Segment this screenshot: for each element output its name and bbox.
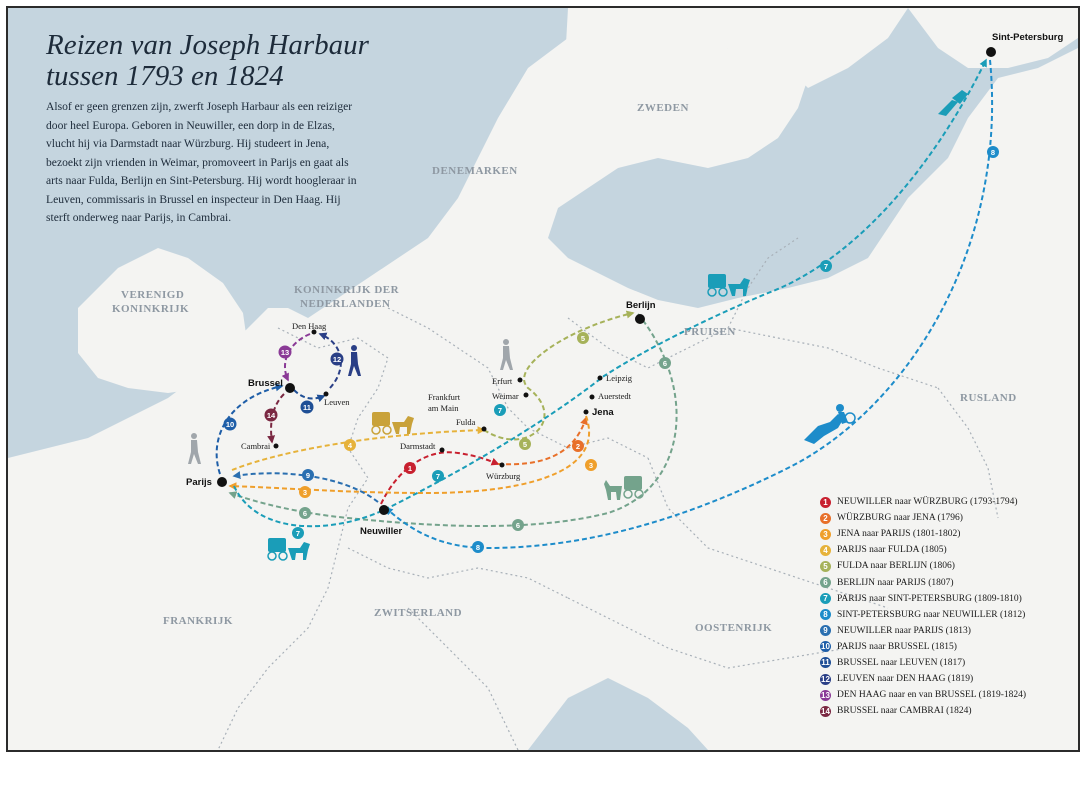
svg-text:4: 4 [347, 441, 353, 450]
country-vk-2: KONINKRIJK [112, 303, 190, 315]
city-label-parijs: Parijs [186, 477, 212, 488]
city-dot-neuwiller [379, 505, 389, 515]
horse-carriage-icon [604, 476, 643, 500]
city-label-frankfurt-1: Frankfurt [428, 392, 461, 402]
horse-carriage-icon [372, 412, 414, 434]
legend-item [820, 591, 1080, 607]
badge-8a [987, 146, 999, 158]
legend-badge: 12 [821, 674, 830, 684]
legend-label: DEN HAAG naar en van BRUSSEL (1819-1824) [837, 690, 1027, 701]
legend-label: BRUSSEL naar CAMBRAI (1824) [837, 706, 972, 717]
svg-text:12: 12 [332, 355, 342, 364]
country-pruisen: PRUISEN [684, 326, 736, 338]
legend-badge: 10 [821, 642, 830, 652]
city-label-leipzig: Leipzig [606, 373, 632, 383]
city-label-jena: Jena [592, 407, 614, 418]
badge-12 [331, 353, 344, 366]
city-dot-parijs [217, 477, 227, 487]
svg-text:2: 2 [575, 442, 581, 451]
city-dot-weimar [524, 393, 529, 398]
legend-item [820, 510, 1080, 526]
country-rusland: RUSLAND [960, 392, 1017, 404]
legend-item [820, 703, 1080, 719]
legend-badge: 9 [820, 625, 831, 636]
city-label-berlijn: Berlijn [626, 300, 656, 311]
city-label-brussel: Brussel [248, 378, 283, 389]
city-label-frankfurt-2: am Main [428, 403, 459, 413]
city-label-darmstadt: Darmstadt [400, 441, 436, 451]
badge-7b [432, 470, 444, 482]
legend-item [820, 526, 1080, 542]
badge-7d [820, 260, 832, 272]
badge-14 [265, 409, 278, 422]
city-dot-sint-petersburg [986, 47, 996, 57]
badge-3a [585, 459, 597, 471]
svg-text:10: 10 [225, 420, 235, 429]
city-label-weimar: Weimar [492, 391, 519, 401]
scandinavia [563, 8, 728, 178]
city-dot-leipzig [598, 376, 603, 381]
city-label-fulda: Fulda [456, 417, 476, 427]
badge-7a [292, 527, 304, 539]
legend-badge: 8 [820, 609, 831, 620]
legend-item [820, 639, 1080, 655]
legend-label: PARIJS naar SINT-PETERSBURG (1809-1810) [837, 593, 1022, 604]
badge-7c [494, 404, 506, 416]
legend-badge: 11 [821, 658, 830, 668]
svg-text:7: 7 [435, 472, 441, 481]
svg-text:13: 13 [280, 348, 290, 357]
rider-icon [804, 404, 855, 444]
svg-text:11: 11 [303, 403, 311, 412]
badge-6b [512, 519, 524, 531]
svg-text:7: 7 [497, 406, 503, 415]
title-line-2: tussen 1793 en 1824 [46, 60, 284, 92]
legend-badge: 3 [820, 529, 831, 540]
city-dot-jena [584, 410, 589, 415]
badge-13 [279, 346, 292, 359]
city-dot-leuven [324, 392, 329, 397]
city-dot-berlijn [635, 314, 645, 324]
legend-badge: 14 [821, 706, 830, 716]
svg-text:1: 1 [407, 464, 413, 473]
legend-label: BERLIJN naar PARIJS (1807) [837, 577, 954, 588]
legend-badge: 13 [821, 690, 830, 700]
legend-label: PARIJS naar FULDA (1805) [837, 545, 947, 556]
svg-text:5: 5 [522, 440, 528, 449]
legend-badge: 7 [820, 593, 831, 604]
intro-text: Alsof er geen grenzen zijn, zwerft Joseph Harbaur als een reiziger door heel Europa. Geboren in Neuwiller, een dorp in de Elzas, vlucht hij via Darmstadt naar Würzburg. Hij studeert in Jena, bezoekt zijn vrienden in Weimar, promoveert in Parijs en gaat als arts naar Fulda, Berlijn en Sint-Petersburg. Hij wordt hoogleraar in Leuven, commissaris in Brussel en inspecteur in Den Haag. Hij sterft onderweg naar Parijs, in Cambrai. [46, 100, 357, 224]
walking-man-icon [348, 345, 361, 376]
svg-text:3: 3 [588, 461, 594, 470]
badge-11 [301, 401, 314, 414]
badge-6c [299, 507, 311, 519]
country-nl-1: KONINKRIJK DER [294, 284, 400, 296]
walking-man-icon [500, 339, 513, 370]
route-10 [217, 386, 282, 474]
badge-8b [472, 541, 484, 553]
city-dot-erfurt [518, 378, 523, 383]
country-oostenrijk: OOSTENRIJK [695, 622, 773, 634]
svg-text:7: 7 [823, 262, 829, 271]
legend-label: NEUWILLER naar PARIJS (1813) [837, 625, 971, 636]
badge-6a [659, 357, 671, 369]
svg-text:3: 3 [302, 488, 308, 497]
route-11 [294, 390, 324, 398]
badge-1 [404, 462, 416, 474]
city-label-erfurt: Erfurt [492, 376, 513, 386]
svg-text:6: 6 [515, 521, 521, 530]
svg-text:14: 14 [266, 411, 276, 420]
badge-3b [299, 486, 311, 498]
route-legend [820, 494, 1080, 719]
country-nl-2: NEDERLANDEN [300, 298, 391, 310]
city-label-den-haag: Den Haag [292, 321, 327, 331]
legend-item [820, 607, 1080, 623]
legend-label: FULDA naar BERLIJN (1806) [837, 561, 955, 572]
legend-label: SINT-PETERSBURG naar NEUWILLER (1812) [837, 609, 1026, 620]
city-dot-brussel [285, 383, 295, 393]
city-label-sint-petersburg: Sint-Petersburg [992, 32, 1064, 43]
legend-label: BRUSSEL naar LEUVEN (1817) [837, 657, 966, 668]
badge-5b [577, 332, 589, 344]
city-dot-auerstedt [590, 395, 595, 400]
legend-item [820, 542, 1080, 558]
walking-man-icon [188, 433, 201, 464]
svg-text:8: 8 [990, 148, 996, 157]
legend-item [820, 494, 1080, 510]
city-label-wurzburg: Würzburg [486, 471, 521, 481]
svg-text:6: 6 [662, 359, 668, 368]
legend-badge: 1 [820, 497, 831, 508]
svg-text:9: 9 [305, 471, 311, 480]
denmark-land [478, 138, 538, 238]
country-vk-1: VERENIGD [121, 289, 185, 301]
city-dot-wurzburg [500, 463, 505, 468]
city-dot-darmstadt [440, 448, 445, 453]
badge-4 [344, 439, 356, 451]
legend-item [820, 558, 1080, 574]
map-title [46, 30, 386, 92]
country-frankrijk: FRANKRIJK [163, 615, 233, 627]
city-label-neuwiller: Neuwiller [360, 526, 403, 537]
horse-carriage-icon [268, 538, 310, 560]
map-frame [6, 6, 1080, 752]
city-label-auerstedt: Auerstedt [598, 391, 632, 401]
legend-item [820, 655, 1080, 671]
legend-label: PARIJS naar BRUSSEL (1815) [837, 641, 957, 652]
legend-item [820, 671, 1080, 687]
title-line-1: Reizen van Joseph Harbaur [46, 29, 369, 61]
city-dot-fulda [482, 427, 487, 432]
country-zweden: ZWEDEN [637, 102, 689, 114]
mediterranean-sea [528, 678, 708, 750]
legend-badge: 4 [820, 545, 831, 556]
legend-label: WÜRZBURG naar JENA (1796) [837, 513, 963, 524]
legend-badge: 6 [820, 577, 831, 588]
legend-label: JENA naar PARIJS (1801-1802) [837, 529, 961, 540]
badge-10 [224, 418, 237, 431]
city-label-cambrai: Cambrai [241, 441, 271, 451]
country-zwitserland: ZWITSERLAND [374, 607, 463, 619]
legend-item [820, 574, 1080, 590]
legend-item [820, 623, 1080, 639]
svg-text:8: 8 [475, 543, 481, 552]
svg-text:5: 5 [580, 334, 586, 343]
badge-2 [572, 440, 584, 452]
badge-9 [302, 469, 314, 481]
legend-badge: 2 [820, 513, 831, 524]
legend-badge: 5 [820, 561, 831, 572]
svg-text:6: 6 [302, 509, 308, 518]
city-label-leuven: Leuven [324, 397, 350, 407]
legend-item [820, 687, 1080, 703]
country-denemarken: DENEMARKEN [432, 165, 518, 177]
svg-text:7: 7 [295, 529, 301, 538]
city-dot-cambrai [274, 444, 279, 449]
legend-label: NEUWILLER naar WÜRZBURG (1793-1794) [837, 497, 1018, 508]
badge-5a [519, 438, 531, 450]
legend-label: LEUVEN naar DEN HAAG (1819) [837, 674, 974, 685]
